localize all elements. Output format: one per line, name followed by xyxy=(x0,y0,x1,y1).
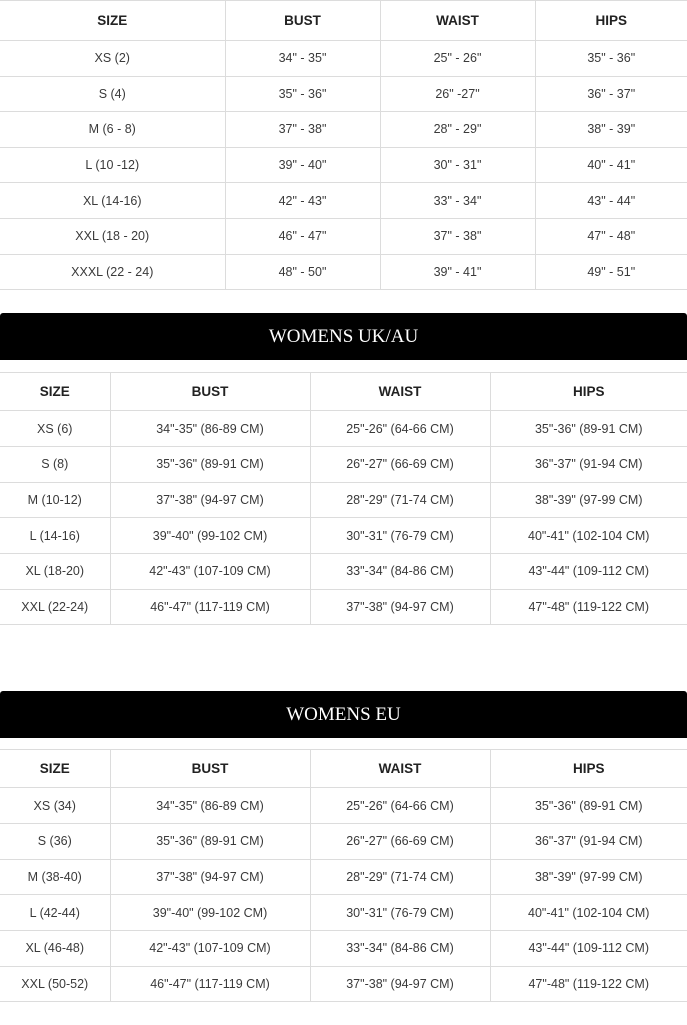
hips-cell: 35"-36" (89-91 CM) xyxy=(490,788,687,824)
column-header: BUST xyxy=(110,373,310,411)
hips-cell: 47"-48" (119-122 CM) xyxy=(490,966,687,1002)
column-header: BUST xyxy=(110,750,310,788)
section-title-banner: WOMENS EU xyxy=(0,691,687,738)
column-header: HIPS xyxy=(490,373,687,411)
bust-cell: 34"-35" (86-89 CM) xyxy=(110,788,310,824)
column-header: SIZE xyxy=(0,373,110,411)
size-cell: L (14-16) xyxy=(0,518,110,554)
size-cell: M (10-12) xyxy=(0,482,110,518)
waist-cell: 26"-27" (66-69 CM) xyxy=(310,446,490,482)
hips-cell: 47"-48" (119-122 CM) xyxy=(490,589,687,625)
size-cell: XXXL (22 - 24) xyxy=(0,254,225,290)
bust-cell: 46"-47" (117-119 CM) xyxy=(110,589,310,625)
table-row xyxy=(0,411,687,447)
table-row xyxy=(0,931,687,967)
hips-cell: 47" - 48" xyxy=(535,218,687,254)
waist-cell: 25" - 26" xyxy=(380,41,535,77)
uk-size-table xyxy=(0,372,687,625)
section-title-banner: WOMENS UK/AU xyxy=(0,313,687,360)
waist-cell: 33" - 34" xyxy=(380,183,535,219)
column-header: BUST xyxy=(225,1,380,41)
bust-cell: 42"-43" (107-109 CM) xyxy=(110,553,310,589)
waist-cell: 26"-27" (66-69 CM) xyxy=(310,823,490,859)
waist-cell: 37"-38" (94-97 CM) xyxy=(310,966,490,1002)
bust-cell: 46"-47" (117-119 CM) xyxy=(110,966,310,1002)
bust-cell: 37" - 38" xyxy=(225,112,380,148)
table-row xyxy=(0,41,687,77)
table-row xyxy=(0,112,687,148)
table-row xyxy=(0,895,687,931)
hips-cell: 40"-41" (102-104 CM) xyxy=(490,518,687,554)
size-cell: XL (18-20) xyxy=(0,553,110,589)
waist-cell: 30"-31" (76-79 CM) xyxy=(310,518,490,554)
waist-cell: 28"-29" (71-74 CM) xyxy=(310,859,490,895)
table-header-row xyxy=(0,750,687,788)
size-cell: S (36) xyxy=(0,823,110,859)
waist-cell: 39" - 41" xyxy=(380,254,535,290)
bust-cell: 34" - 35" xyxy=(225,41,380,77)
table-row xyxy=(0,966,687,1002)
bust-cell: 34"-35" (86-89 CM) xyxy=(110,411,310,447)
size-cell: XXL (50-52) xyxy=(0,966,110,1002)
column-header: SIZE xyxy=(0,750,110,788)
size-cell: XXL (22-24) xyxy=(0,589,110,625)
waist-cell: 30" - 31" xyxy=(380,147,535,183)
column-header: WAIST xyxy=(310,750,490,788)
waist-cell: 33"-34" (84-86 CM) xyxy=(310,931,490,967)
table-row xyxy=(0,788,687,824)
waist-cell: 30"-31" (76-79 CM) xyxy=(310,895,490,931)
size-cell: S (8) xyxy=(0,446,110,482)
waist-cell: 28"-29" (71-74 CM) xyxy=(310,482,490,518)
table-row xyxy=(0,147,687,183)
size-cell: M (38-40) xyxy=(0,859,110,895)
bust-cell: 35" - 36" xyxy=(225,76,380,112)
size-cell: XL (14-16) xyxy=(0,183,225,219)
hips-cell: 35" - 36" xyxy=(535,41,687,77)
size-cell: XS (6) xyxy=(0,411,110,447)
hips-cell: 40"-41" (102-104 CM) xyxy=(490,895,687,931)
size-cell: XXL (18 - 20) xyxy=(0,218,225,254)
column-header: SIZE xyxy=(0,1,225,41)
hips-cell: 49" - 51" xyxy=(535,254,687,290)
table-row xyxy=(0,76,687,112)
hips-cell: 36"-37" (91-94 CM) xyxy=(490,823,687,859)
size-cell: XS (2) xyxy=(0,41,225,77)
table-row xyxy=(0,823,687,859)
bust-cell: 48" - 50" xyxy=(225,254,380,290)
size-cell: M (6 - 8) xyxy=(0,112,225,148)
bust-cell: 35"-36" (89-91 CM) xyxy=(110,823,310,859)
size-cell: XS (34) xyxy=(0,788,110,824)
hips-cell: 40" - 41" xyxy=(535,147,687,183)
bust-cell: 39" - 40" xyxy=(225,147,380,183)
table-row xyxy=(0,553,687,589)
hips-cell: 35"-36" (89-91 CM) xyxy=(490,411,687,447)
eu-size-table xyxy=(0,749,687,1002)
column-header: WAIST xyxy=(310,373,490,411)
hips-cell: 43"-44" (109-112 CM) xyxy=(490,931,687,967)
table-header-row xyxy=(0,373,687,411)
table-row xyxy=(0,482,687,518)
table-row xyxy=(0,183,687,219)
size-cell: S (4) xyxy=(0,76,225,112)
waist-cell: 25"-26" (64-66 CM) xyxy=(310,788,490,824)
size-cell: L (10 -12) xyxy=(0,147,225,183)
waist-cell: 37" - 38" xyxy=(380,218,535,254)
us-size-table xyxy=(0,0,687,290)
table-row xyxy=(0,446,687,482)
hips-cell: 36"-37" (91-94 CM) xyxy=(490,446,687,482)
bust-cell: 42"-43" (107-109 CM) xyxy=(110,931,310,967)
hips-cell: 43" - 44" xyxy=(535,183,687,219)
bust-cell: 35"-36" (89-91 CM) xyxy=(110,446,310,482)
bust-cell: 37"-38" (94-97 CM) xyxy=(110,859,310,895)
bust-cell: 42" - 43" xyxy=(225,183,380,219)
bust-cell: 37"-38" (94-97 CM) xyxy=(110,482,310,518)
bust-cell: 39"-40" (99-102 CM) xyxy=(110,895,310,931)
waist-cell: 26" -27" xyxy=(380,76,535,112)
table-row xyxy=(0,218,687,254)
hips-cell: 38" - 39" xyxy=(535,112,687,148)
bust-cell: 46" - 47" xyxy=(225,218,380,254)
hips-cell: 43"-44" (109-112 CM) xyxy=(490,553,687,589)
hips-cell: 38"-39" (97-99 CM) xyxy=(490,482,687,518)
table-row xyxy=(0,589,687,625)
waist-cell: 33"-34" (84-86 CM) xyxy=(310,553,490,589)
size-cell: L (42-44) xyxy=(0,895,110,931)
hips-cell: 36" - 37" xyxy=(535,76,687,112)
hips-cell: 38"-39" (97-99 CM) xyxy=(490,859,687,895)
table-row xyxy=(0,518,687,554)
table-header-row xyxy=(0,1,687,41)
column-header: HIPS xyxy=(535,1,687,41)
waist-cell: 28" - 29" xyxy=(380,112,535,148)
size-cell: XL (46-48) xyxy=(0,931,110,967)
table-row xyxy=(0,859,687,895)
table-row xyxy=(0,254,687,290)
bust-cell: 39"-40" (99-102 CM) xyxy=(110,518,310,554)
column-header: HIPS xyxy=(490,750,687,788)
waist-cell: 25"-26" (64-66 CM) xyxy=(310,411,490,447)
waist-cell: 37"-38" (94-97 CM) xyxy=(310,589,490,625)
column-header: WAIST xyxy=(380,1,535,41)
